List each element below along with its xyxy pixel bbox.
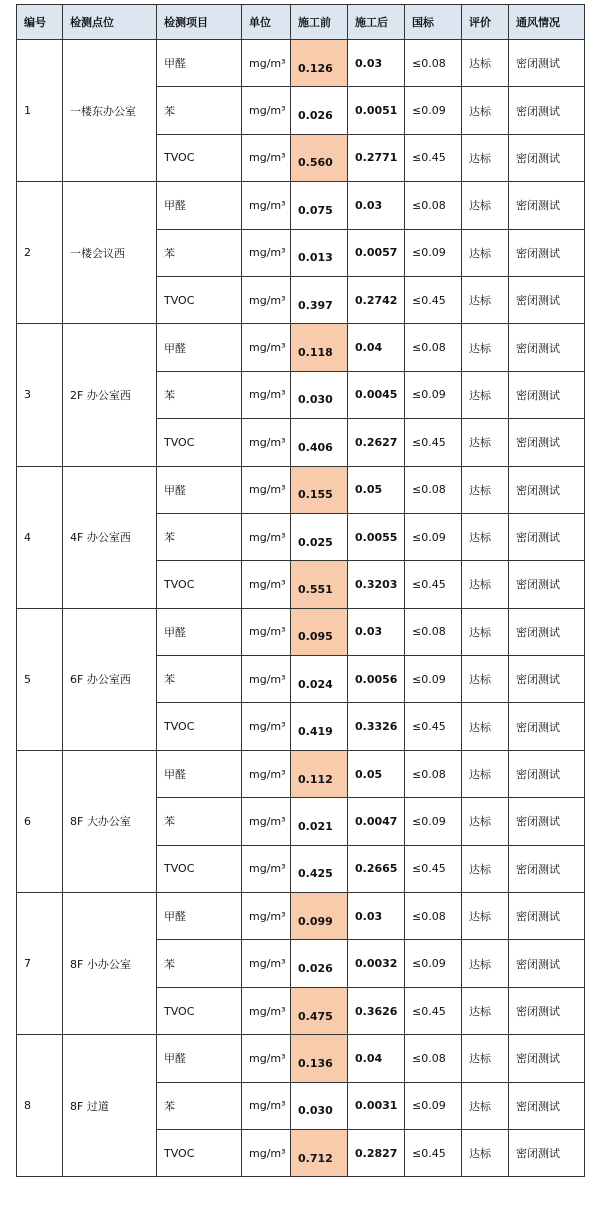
before-value: 0.112 <box>298 772 333 786</box>
cell-unit: mg/m³ <box>242 703 291 750</box>
cell-evaluation: 达标 <box>462 87 509 134</box>
cell-unit: mg/m³ <box>242 513 291 560</box>
cell-item: 甲醛 <box>157 893 242 940</box>
cell-ventilation: 密闭测试 <box>509 134 585 181</box>
cell-ventilation: 密闭测试 <box>509 371 585 418</box>
cell-item: TVOC <box>157 1129 242 1176</box>
cell-standard: ≤0.08 <box>405 40 462 87</box>
cell-unit: mg/m³ <box>242 182 291 229</box>
before-value: 0.118 <box>298 346 333 360</box>
cell-before <box>291 276 348 323</box>
cell-before <box>291 371 348 418</box>
cell-evaluation: 达标 <box>462 1082 509 1129</box>
cell-evaluation: 达标 <box>462 893 509 940</box>
before-value: 0.030 <box>298 393 333 407</box>
cell-evaluation: 达标 <box>462 513 509 560</box>
cell-ventilation: 密闭测试 <box>509 419 585 466</box>
before-value: 0.025 <box>298 535 333 549</box>
cell-evaluation: 达标 <box>462 987 509 1034</box>
cell-unit: mg/m³ <box>242 1035 291 1082</box>
header-unit: 单位 <box>242 5 291 40</box>
cell-before <box>291 419 348 466</box>
cell-unit: mg/m³ <box>242 134 291 181</box>
cell-unit: mg/m³ <box>242 845 291 892</box>
cell-standard: ≤0.09 <box>405 656 462 703</box>
cell-standard: ≤0.08 <box>405 1035 462 1082</box>
cell-ventilation: 密闭测试 <box>509 798 585 845</box>
cell-standard: ≤0.09 <box>405 371 462 418</box>
table-row <box>17 466 585 513</box>
cell-unit: mg/m³ <box>242 276 291 323</box>
cell-after: 0.2665 <box>348 845 405 892</box>
cell-id: 7 <box>17 893 63 1035</box>
cell-unit: mg/m³ <box>242 371 291 418</box>
before-value: 0.026 <box>298 962 333 976</box>
table-row <box>17 893 585 940</box>
cell-before <box>291 703 348 750</box>
cell-ventilation: 密闭测试 <box>509 1082 585 1129</box>
cell-before <box>291 87 348 134</box>
cell-after: 0.0031 <box>348 1082 405 1129</box>
cell-before <box>291 40 348 87</box>
cell-after: 0.05 <box>348 466 405 513</box>
cell-before <box>291 1035 348 1082</box>
cell-item: 苯 <box>157 513 242 560</box>
cell-id: 5 <box>17 608 63 750</box>
header-standard: 国标 <box>405 5 462 40</box>
cell-after: 0.0055 <box>348 513 405 560</box>
cell-item: TVOC <box>157 703 242 750</box>
cell-evaluation: 达标 <box>462 419 509 466</box>
cell-after: 0.0057 <box>348 229 405 276</box>
table-row <box>17 324 585 371</box>
cell-ventilation: 密闭测试 <box>509 845 585 892</box>
cell-standard: ≤0.45 <box>405 987 462 1034</box>
cell-unit: mg/m³ <box>242 1082 291 1129</box>
before-value: 0.551 <box>298 582 333 596</box>
cell-item: 苯 <box>157 229 242 276</box>
cell-ventilation: 密闭测试 <box>509 608 585 655</box>
table-row <box>17 1035 585 1082</box>
cell-location: 6F 办公室西 <box>63 608 157 750</box>
cell-before <box>291 134 348 181</box>
header-before: 施工前 <box>291 5 348 40</box>
before-value: 0.712 <box>298 1151 333 1165</box>
cell-unit: mg/m³ <box>242 466 291 513</box>
cell-after: 0.3626 <box>348 987 405 1034</box>
cell-standard: ≤0.08 <box>405 182 462 229</box>
cell-ventilation: 密闭测试 <box>509 703 585 750</box>
cell-before <box>291 608 348 655</box>
cell-after: 0.03 <box>348 182 405 229</box>
cell-before <box>291 466 348 513</box>
cell-standard: ≤0.45 <box>405 845 462 892</box>
cell-evaluation: 达标 <box>462 750 509 797</box>
before-value: 0.126 <box>298 61 333 75</box>
table-row <box>17 40 585 87</box>
cell-standard: ≤0.45 <box>405 419 462 466</box>
cell-evaluation: 达标 <box>462 845 509 892</box>
cell-after: 0.0032 <box>348 940 405 987</box>
cell-ventilation: 密闭测试 <box>509 940 585 987</box>
cell-item: TVOC <box>157 987 242 1034</box>
cell-evaluation: 达标 <box>462 656 509 703</box>
cell-item: 甲醛 <box>157 324 242 371</box>
cell-location: 8F 小办公室 <box>63 893 157 1035</box>
cell-unit: mg/m³ <box>242 561 291 608</box>
cell-evaluation: 达标 <box>462 466 509 513</box>
before-value: 0.026 <box>298 109 333 123</box>
cell-standard: ≤0.09 <box>405 798 462 845</box>
air-quality-table <box>16 4 585 1177</box>
header-evaluation: 评价 <box>462 5 509 40</box>
before-value: 0.136 <box>298 1056 333 1070</box>
cell-unit: mg/m³ <box>242 229 291 276</box>
cell-ventilation: 密闭测试 <box>509 229 585 276</box>
before-value: 0.013 <box>298 251 333 265</box>
cell-evaluation: 达标 <box>462 703 509 750</box>
cell-evaluation: 达标 <box>462 371 509 418</box>
cell-ventilation: 密闭测试 <box>509 87 585 134</box>
cell-item: 苯 <box>157 940 242 987</box>
before-value: 0.406 <box>298 440 333 454</box>
cell-before <box>291 1129 348 1176</box>
cell-ventilation: 密闭测试 <box>509 893 585 940</box>
cell-ventilation: 密闭测试 <box>509 182 585 229</box>
cell-after: 0.0045 <box>348 371 405 418</box>
cell-standard: ≤0.09 <box>405 940 462 987</box>
cell-ventilation: 密闭测试 <box>509 750 585 797</box>
cell-unit: mg/m³ <box>242 750 291 797</box>
cell-unit: mg/m³ <box>242 87 291 134</box>
cell-unit: mg/m³ <box>242 940 291 987</box>
cell-id: 6 <box>17 750 63 892</box>
before-value: 0.425 <box>298 867 333 881</box>
cell-evaluation: 达标 <box>462 798 509 845</box>
cell-location: 4F 办公室西 <box>63 466 157 608</box>
cell-after: 0.0051 <box>348 87 405 134</box>
cell-unit: mg/m³ <box>242 608 291 655</box>
cell-before <box>291 845 348 892</box>
cell-evaluation: 达标 <box>462 229 509 276</box>
cell-ventilation: 密闭测试 <box>509 656 585 703</box>
before-value: 0.030 <box>298 1104 333 1118</box>
before-value: 0.475 <box>298 1009 333 1023</box>
cell-item: TVOC <box>157 845 242 892</box>
cell-ventilation: 密闭测试 <box>509 561 585 608</box>
cell-ventilation: 密闭测试 <box>509 987 585 1034</box>
cell-before <box>291 750 348 797</box>
header-after: 施工后 <box>348 5 405 40</box>
cell-ventilation: 密闭测试 <box>509 40 585 87</box>
cell-evaluation: 达标 <box>462 182 509 229</box>
cell-ventilation: 密闭测试 <box>509 513 585 560</box>
cell-location: 2F 办公室西 <box>63 324 157 466</box>
cell-before <box>291 987 348 1034</box>
cell-id: 2 <box>17 182 63 324</box>
cell-item: TVOC <box>157 276 242 323</box>
cell-unit: mg/m³ <box>242 419 291 466</box>
before-value: 0.560 <box>298 156 333 170</box>
cell-evaluation: 达标 <box>462 134 509 181</box>
header-location: 检测点位 <box>63 5 157 40</box>
cell-evaluation: 达标 <box>462 40 509 87</box>
cell-evaluation: 达标 <box>462 1035 509 1082</box>
cell-item: 苯 <box>157 87 242 134</box>
cell-id: 3 <box>17 324 63 466</box>
before-value: 0.024 <box>298 677 333 691</box>
cell-after: 0.03 <box>348 893 405 940</box>
cell-location: 一楼东办公室 <box>63 40 157 182</box>
cell-after: 0.05 <box>348 750 405 797</box>
cell-standard: ≤0.09 <box>405 1082 462 1129</box>
cell-before <box>291 324 348 371</box>
cell-standard: ≤0.45 <box>405 134 462 181</box>
cell-after: 0.04 <box>348 324 405 371</box>
before-value: 0.099 <box>298 914 333 928</box>
cell-evaluation: 达标 <box>462 276 509 323</box>
cell-after: 0.03 <box>348 608 405 655</box>
cell-location: 8F 大办公室 <box>63 750 157 892</box>
cell-standard: ≤0.45 <box>405 703 462 750</box>
cell-unit: mg/m³ <box>242 987 291 1034</box>
cell-before <box>291 513 348 560</box>
cell-item: 甲醛 <box>157 608 242 655</box>
before-value: 0.021 <box>298 819 333 833</box>
cell-item: 甲醛 <box>157 466 242 513</box>
cell-ventilation: 密闭测试 <box>509 276 585 323</box>
cell-before <box>291 1082 348 1129</box>
cell-standard: ≤0.08 <box>405 608 462 655</box>
cell-unit: mg/m³ <box>242 656 291 703</box>
header-row <box>17 5 585 40</box>
cell-standard: ≤0.08 <box>405 324 462 371</box>
cell-before <box>291 893 348 940</box>
cell-ventilation: 密闭测试 <box>509 466 585 513</box>
table-row <box>17 182 585 229</box>
cell-standard: ≤0.09 <box>405 87 462 134</box>
cell-item: 甲醛 <box>157 1035 242 1082</box>
cell-after: 0.0047 <box>348 798 405 845</box>
cell-before <box>291 182 348 229</box>
cell-item: 苯 <box>157 371 242 418</box>
cell-item: 甲醛 <box>157 750 242 797</box>
table-row <box>17 608 585 655</box>
cell-after: 0.2827 <box>348 1129 405 1176</box>
cell-evaluation: 达标 <box>462 940 509 987</box>
cell-standard: ≤0.08 <box>405 750 462 797</box>
before-value: 0.095 <box>298 630 333 644</box>
cell-after: 0.3326 <box>348 703 405 750</box>
cell-standard: ≤0.45 <box>405 1129 462 1176</box>
cell-item: 苯 <box>157 1082 242 1129</box>
cell-standard: ≤0.45 <box>405 276 462 323</box>
cell-ventilation: 密闭测试 <box>509 324 585 371</box>
cell-standard: ≤0.09 <box>405 229 462 276</box>
cell-item: TVOC <box>157 134 242 181</box>
cell-evaluation: 达标 <box>462 324 509 371</box>
cell-unit: mg/m³ <box>242 798 291 845</box>
cell-item: 甲醛 <box>157 40 242 87</box>
cell-evaluation: 达标 <box>462 608 509 655</box>
cell-evaluation: 达标 <box>462 561 509 608</box>
cell-evaluation: 达标 <box>462 1129 509 1176</box>
header-id: 编号 <box>17 5 63 40</box>
table-body <box>17 40 585 1177</box>
cell-location: 8F 过道 <box>63 1035 157 1177</box>
table-row <box>17 750 585 797</box>
cell-before <box>291 656 348 703</box>
cell-after: 0.0056 <box>348 656 405 703</box>
cell-standard: ≤0.45 <box>405 561 462 608</box>
before-value: 0.075 <box>298 203 333 217</box>
cell-before <box>291 798 348 845</box>
cell-item: TVOC <box>157 561 242 608</box>
before-value: 0.155 <box>298 488 333 502</box>
cell-location: 一楼会议西 <box>63 182 157 324</box>
cell-after: 0.03 <box>348 40 405 87</box>
header-ventilation: 通风情况 <box>509 5 585 40</box>
cell-after: 0.04 <box>348 1035 405 1082</box>
cell-after: 0.3203 <box>348 561 405 608</box>
cell-standard: ≤0.09 <box>405 513 462 560</box>
cell-after: 0.2627 <box>348 419 405 466</box>
cell-ventilation: 密闭测试 <box>509 1129 585 1176</box>
cell-id: 1 <box>17 40 63 182</box>
header-item: 检测项目 <box>157 5 242 40</box>
cell-after: 0.2742 <box>348 276 405 323</box>
cell-unit: mg/m³ <box>242 1129 291 1176</box>
before-value: 0.419 <box>298 725 333 739</box>
before-value: 0.397 <box>298 298 333 312</box>
cell-item: TVOC <box>157 419 242 466</box>
cell-unit: mg/m³ <box>242 324 291 371</box>
cell-item: 苯 <box>157 798 242 845</box>
cell-standard: ≤0.08 <box>405 466 462 513</box>
cell-id: 8 <box>17 1035 63 1177</box>
cell-after: 0.2771 <box>348 134 405 181</box>
cell-before <box>291 229 348 276</box>
cell-ventilation: 密闭测试 <box>509 1035 585 1082</box>
cell-standard: ≤0.08 <box>405 893 462 940</box>
cell-before <box>291 561 348 608</box>
cell-before <box>291 940 348 987</box>
cell-unit: mg/m³ <box>242 40 291 87</box>
cell-id: 4 <box>17 466 63 608</box>
cell-item: 甲醛 <box>157 182 242 229</box>
cell-unit: mg/m³ <box>242 893 291 940</box>
cell-item: 苯 <box>157 656 242 703</box>
